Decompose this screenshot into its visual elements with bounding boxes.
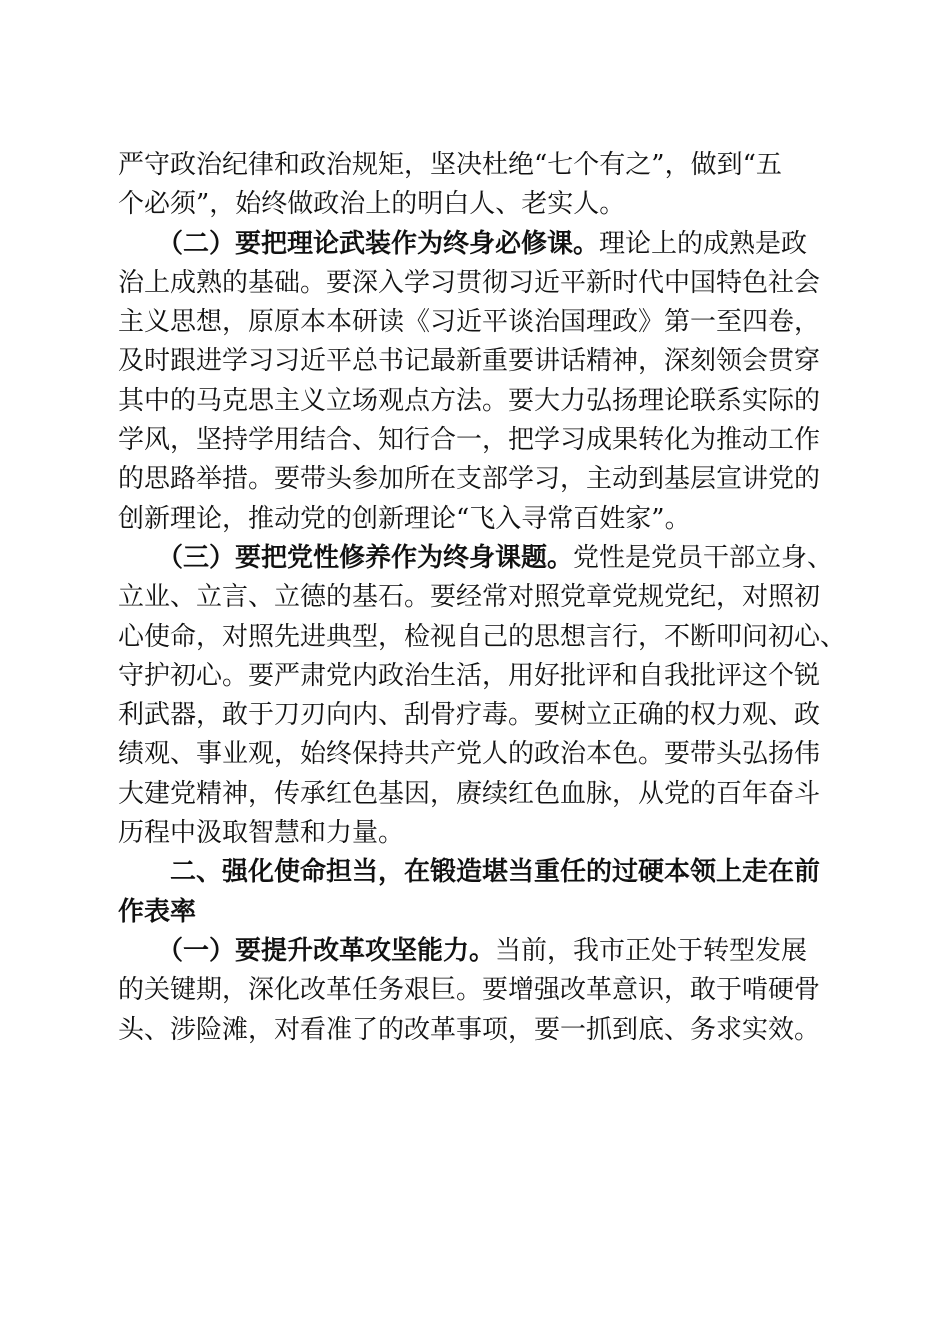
document-body [118,146,847,1050]
paragraph-text: 党性是党员干部立身、 [573,542,834,573]
text-line: 心使命，对照先进典型，检视自己的思想言行，不断叩问初心、 [118,621,847,652]
text-line: 治上成熟的基础。要深入学习贯彻习近平新时代中国特色社会 [118,267,821,298]
text-line: 利武器，敢于刀刃向内、刮骨疗毒。要树立正确的权力观、政 [118,700,821,731]
text-line [118,932,838,971]
paragraph-text: 理论上的成熟是政 [599,228,808,259]
section-heading: 二、强化使命担当，在锻造堪当重任的过硬本领上走在前 [118,857,821,888]
text-line: 大建党精神，传承红色基因，赓续红色血脉，从党的百年奋斗 [118,778,821,809]
text-line: 头、涉险滩，对看准了的改革事项，要一抓到底、务求实效。 [118,1014,821,1045]
text-line [118,225,838,264]
text-line: 的关键期，深化改革任务艰巨。要增强改革意识，敢于啃硬骨 [118,975,821,1006]
text-line: 主义思想，原原本本研读《习近平谈治国理政》第一至四卷， [118,307,821,338]
text-line: 学风，坚持学用结合、知行合一，把学习成果转化为推动工作 [118,425,821,456]
text-line: 守护初心。要严肃党内政治生活，用好批评和自我批评这个锐 [118,660,821,691]
subsection-heading: （一）要提升改革攻坚能力。 [118,935,496,966]
text-line: 个必须”，始终做政治上的明白人、老实人。 [118,189,626,220]
subsection-heading: （三）要把党性修养作为终身课题。 [118,542,574,573]
text-line: 及时跟进学习习近平总书记最新重要讲话精神，深刻领会贯穿 [118,346,821,377]
text-line: 立业、立言、立德的基石。要经常对照党章党规党纪，对照初 [118,582,821,613]
section-heading: 作表率 [118,896,197,927]
text-line: 绩观、事业观，始终保持共产党人的政治本色。要带头弘扬伟 [118,739,821,770]
text-line [118,539,838,578]
subsection-heading: （二）要把理论武装作为终身必修课。 [118,228,600,259]
text-line: 历程中汲取智慧和力量。 [118,818,405,849]
text-line: 严守政治纪律和政治规矩，坚决杜绝“七个有之”，做到“五 [118,150,782,180]
paragraph-text: 当前，我市正处于转型发展 [495,935,808,966]
text-line: 创新理论，推动党的创新理论“飞入寻常百姓家”。 [118,503,691,534]
text-line: 其中的马克思主义立场观点方法。要大力弘扬理论联系实际的 [118,385,821,416]
text-line: 的思路举措。要带头参加所在支部学习，主动到基层宣讲党的 [118,464,821,495]
